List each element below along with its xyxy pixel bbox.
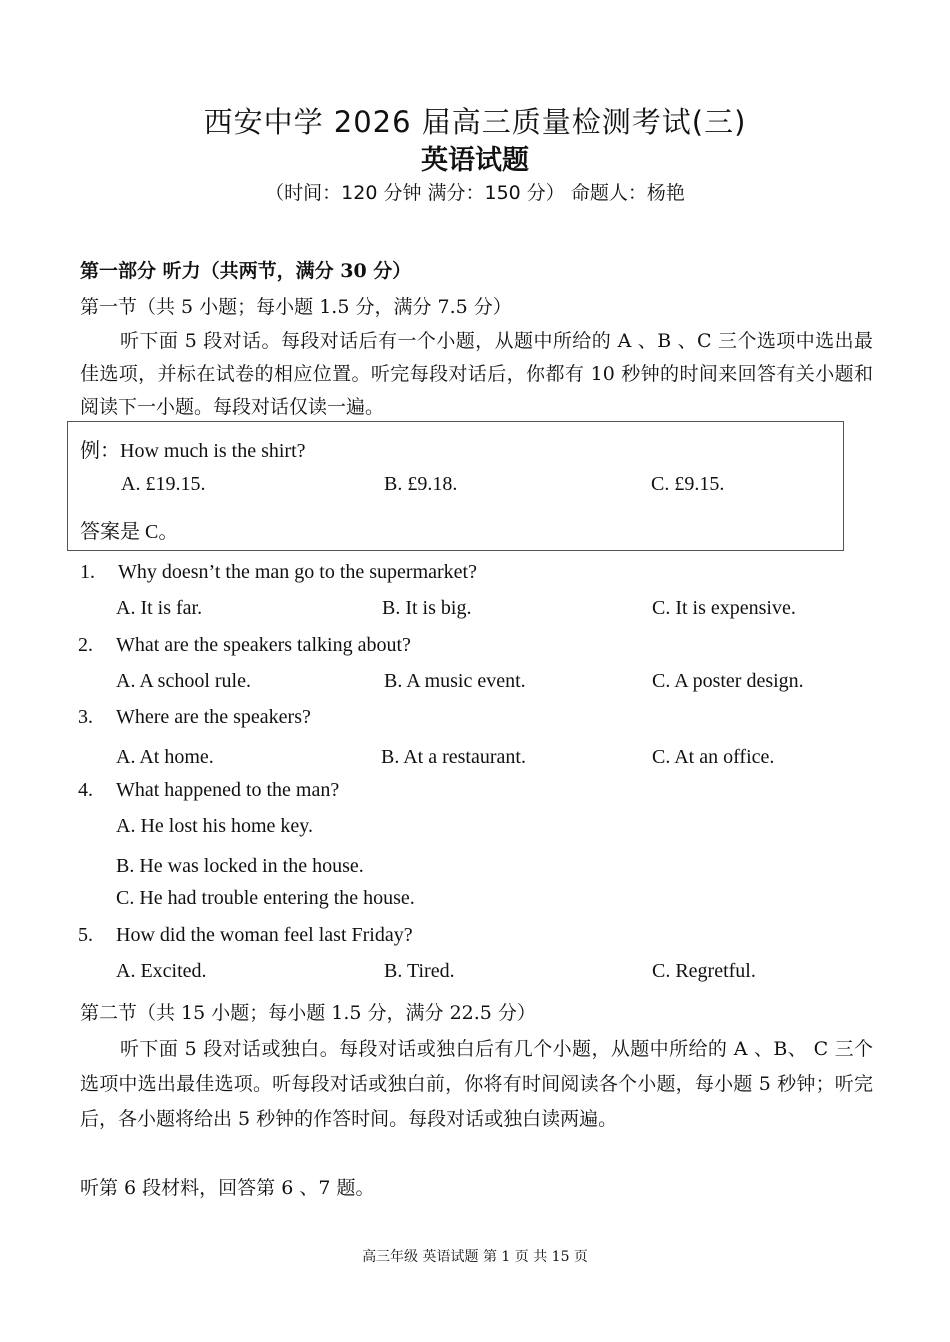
question-text: What happened to the man? — [116, 779, 340, 801]
example-option-a: A. £19.15. — [121, 473, 206, 495]
part1-heading: 第一部分 听力（共两节，满分 30 分） — [80, 260, 412, 282]
option-a: A. It is far. — [116, 597, 203, 619]
option-b: B. Tired. — [384, 960, 455, 982]
option-c: C. He had trouble entering the house. — [116, 887, 415, 909]
option-b: B. He was locked in the house. — [116, 855, 364, 877]
question-number: 3. — [78, 706, 93, 728]
exam-title: 西安中学 2026 届高三质量检测考试(三) — [203, 105, 747, 139]
option-a: A. Excited. — [116, 960, 207, 982]
option-c: C. It is expensive. — [652, 597, 796, 619]
question-text: How did the woman feel last Friday? — [116, 924, 413, 946]
option-c: C. A poster design. — [652, 670, 804, 692]
question-number: 2. — [78, 634, 93, 656]
subject-title: 英语试题 — [421, 145, 529, 176]
material-note: 听第 6 段材料，回答第 6 、7 题。 — [80, 1177, 375, 1199]
example-option-c: C. £9.15. — [651, 473, 725, 495]
option-b: B. It is big. — [382, 597, 472, 619]
option-c: C. At an office. — [652, 746, 775, 768]
example-option-b: B. £9.18. — [384, 473, 458, 495]
question-text: What are the speakers talking about? — [116, 634, 411, 656]
question-number: 5. — [78, 924, 93, 946]
question-number: 4. — [78, 779, 93, 801]
option-a: A. A school rule. — [116, 670, 251, 692]
option-a: A. He lost his home key. — [116, 815, 314, 837]
section1-instructions: 听下面 5 段对话。每段对话后有一个小题，从题中所给的 A 、B 、C 三个选项中选出最佳选项，并标在试卷的相应位置。听完每段对话后，你都有 10 秒钟的时间来回答有关小题和阅读下一小题。每段对话仅读一遍。 — [80, 330, 873, 418]
question-text: Why doesn’t the man go to the supermarket? — [118, 561, 477, 583]
option-b: B. A music event. — [384, 670, 526, 692]
page-footer: 高三年级 英语试题 第 1 页 共 15 页 — [362, 1249, 588, 1265]
example-question: 例：How much is the shirt? — [80, 440, 306, 462]
section1-heading: 第一节（共 5 小题；每小题 1.5 分，满分 7.5 分） — [80, 296, 512, 318]
option-c: C. Regretful. — [652, 960, 756, 982]
section2-heading: 第二节（共 15 小题；每小题 1.5 分，满分 22.5 分） — [80, 1002, 536, 1024]
section2-instructions: 听下面 5 段对话或独白。每段对话或独白后有几个小题，从题中所给的 A 、B、 C 三个选项中选出最佳选项。听每段对话或独白前，你将有时间阅读各个小题，每小题 5 秒钟；听完后，各小题将给出 5 秒钟的作答时间。每段对话或独白读两遍。 — [80, 1038, 873, 1130]
question-number: 1. — [80, 561, 95, 583]
example-answer: 答案是 C。 — [80, 521, 179, 543]
question-text: Where are the speakers? — [116, 706, 311, 728]
option-b: B. At a restaurant. — [381, 746, 526, 768]
exam-info: （时间：120 分钟 满分：150 分） 命题人：杨艳 — [265, 182, 685, 204]
option-a: A. At home. — [116, 746, 214, 768]
